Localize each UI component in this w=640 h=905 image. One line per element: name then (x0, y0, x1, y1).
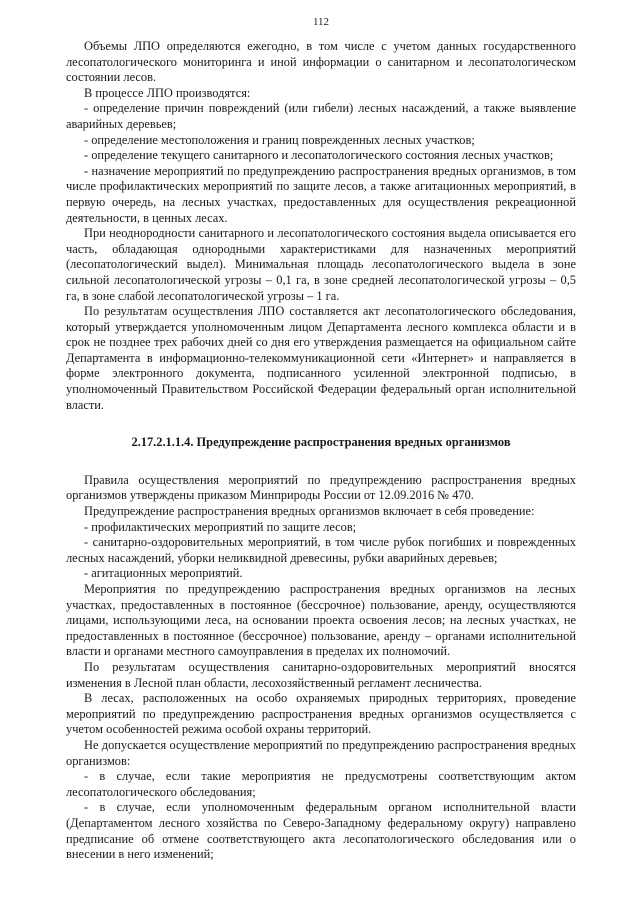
section-pest-prevention (66, 473, 576, 863)
paragraph: По результатам осуществления санитарно-оздоровительных мероприятий вносятся изменения в Лесной план области, лесохозяйственный регламент лесничества. (66, 659, 576, 690)
list-item: - в случае, если уполномоченным федеральным органом исполнительной власти (Департаментом лесного хозяйства по Северо-Западному федеральному округу) направлено предписание об отмене соответствующего акта лесопатологического обследования или о внесении в него изменений; (66, 800, 576, 862)
paragraph: Правила осуществления мероприятий по предупреждению распространения вредных организмов утверждены приказом Минприроды России от 12.09.2016 № 470. (66, 472, 576, 503)
paragraph: При неоднородности санитарного и лесопатологического состояния выдела описывается его часть, обладающая однородными характеристиками для назначенных мероприятий (лесопатологический выдел). Минимальная площадь лесопатологического выдела в зоне сильной лесопатологической угрозы – 0,1 га, в зоне средней лесопатологической угрозы – 0,5 га, в зоне слабой лесопатологической угрозы – 1 га. (66, 226, 576, 303)
list-item: - санитарно-оздоровительных мероприятий, в том числе рубок погибших и поврежденных лесных насаждений, уборки неликвидной древесины, рубки аварийных деревьев; (66, 535, 576, 565)
list-item: - в случае, если такие мероприятия не предусмотрены соответствующим актом лесопатологического обследования; (66, 769, 576, 799)
list-item: - профилактических мероприятий по защите лесов; (84, 519, 357, 534)
list-item: - определение текущего санитарного и лесопатологического состояния лесных участков; (84, 148, 554, 163)
list-item: - определение местоположения и границ поврежденных лесных участков; (84, 132, 475, 147)
paragraph: По результатам осуществления ЛПО составляется акт лесопатологического обследования, который утверждается уполномоченным лицом Департамента лесного комплекса области и в срок не позднее трех рабочих дней со дня его утверждения размещается на официальном сайте Департамента в информационно-телекоммуникационной сети «Интернет» и направляется в форме электронного документа, подписанного усиленной электронной подписью, в уполномоченный Правительством Российской Федерации федеральный орган исполнительной власти. (66, 304, 576, 412)
paragraph: Мероприятия по предупреждению распространения вредных организмов на лесных участках, предоставленных в постоянное (бессрочное) пользование, аренду, осуществляются лицами, использующими леса, на основании проекта освоения лесов; на лесных участках, не предоставленных в постоянное (бессрочное) пользование, аренду – органами исполнительной власти и органами местного самоуправления в пределах их полномочий. (66, 582, 576, 659)
paragraph: Предупреждение распространения вредных организмов включает в себя проведение: (84, 504, 535, 519)
page-number: 112 (312, 16, 330, 28)
list-item: - определение причин повреждений (или гибели) лесных насаждений, а также выявление аварийных деревьев; (66, 101, 576, 131)
list-item: - агитационных мероприятий. (84, 566, 243, 581)
paragraph: В лесах, расположенных на особо охраняемых природных территориях, проведение мероприятий по предупреждению распространения вредных организмов осуществляется с учетом особенностей режима особой охраны территорий. (66, 691, 576, 737)
section-heading: 2.17.2.1.1.4. Предупреждение распространения вредных организмов (131, 435, 511, 450)
paragraph: Не допускается осуществление мероприятий по предупреждению распространения вредных организмов: (66, 737, 576, 768)
list-item: - назначение мероприятий по предупреждению распространения вредных организмов, в том числе профилактических мероприятий по защите лесов, а также агитационных мероприятий, в первую очередь, на лесных участках, предоставленных для осуществления рекреационной деятельности, в ценных лесах. (66, 163, 576, 225)
paragraph: Объемы ЛПО определяются ежегодно, в том числе с учетом данных государственного лесопатологического мониторинга и иной информации о санитарном и лесопатологическом состоянии лесов. (66, 39, 576, 85)
paragraph: В процессе ЛПО производятся: (84, 85, 251, 100)
section-lpo (66, 39, 576, 413)
